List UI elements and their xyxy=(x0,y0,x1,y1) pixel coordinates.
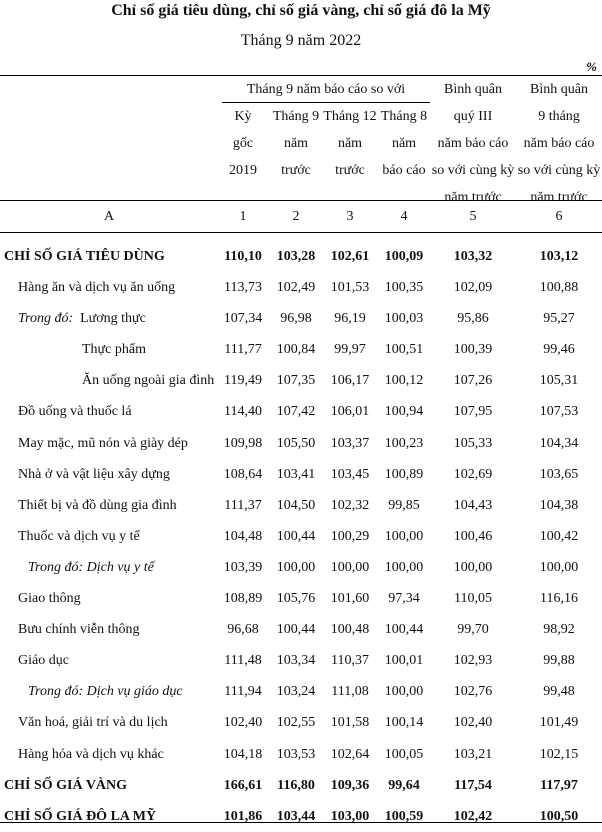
cell-col6: 117,97 xyxy=(540,777,578,793)
cell-col5: 102,40 xyxy=(453,715,493,731)
cell-col3: 101,58 xyxy=(330,715,370,731)
table-row xyxy=(0,552,602,583)
cell-col1: 109,98 xyxy=(223,435,263,451)
col6-header: Bình quân 9 tháng năm báo cáo so với cùng kỳ năm trước xyxy=(517,82,601,205)
cell-col6: 100,88 xyxy=(539,280,579,296)
cell-col5: 102,93 xyxy=(453,653,493,669)
cell-col4: 99,85 xyxy=(388,497,420,513)
cell-col1: 166,61 xyxy=(223,777,263,793)
table-row xyxy=(0,614,602,645)
cell-col4: 97,34 xyxy=(388,591,420,607)
table-row xyxy=(0,645,602,676)
cell-col5: 107,95 xyxy=(453,404,493,420)
row-label: Thuốc và dịch vụ y tế xyxy=(18,528,140,544)
cell-col3: 110,37 xyxy=(331,653,369,669)
row-label: CHỈ SỐ GIÁ VÀNG xyxy=(4,777,128,793)
cell-col4: 100,14 xyxy=(384,715,424,731)
row-label: Thiết bị và đồ dùng gia đình xyxy=(18,497,177,513)
cell-col5: 99,70 xyxy=(457,622,489,638)
cell-col3: 106,01 xyxy=(330,404,370,420)
cell-col2: 103,28 xyxy=(276,249,316,264)
cell-col4: 100,00 xyxy=(384,528,424,544)
row-label: Nhà ở và vật liệu xây dựng xyxy=(18,466,170,482)
table-row xyxy=(0,272,602,303)
cell-col1: 108,89 xyxy=(223,591,263,607)
cell-col2: 103,44 xyxy=(276,808,316,824)
cell-col4: 100,59 xyxy=(384,808,424,824)
cell-col4: 100,23 xyxy=(384,435,424,451)
cell-col4: 100,00 xyxy=(384,684,424,700)
table-row xyxy=(0,739,602,770)
cell-col4: 100,00 xyxy=(384,559,424,575)
row-label: Giao thông xyxy=(18,591,81,607)
cell-col3: 96,19 xyxy=(334,311,366,327)
cell-col2: 105,50 xyxy=(276,435,316,451)
index-4: 4 xyxy=(400,209,408,224)
row-label: Bưu chính viễn thông xyxy=(18,622,140,638)
cell-col5: 104,43 xyxy=(453,497,493,513)
cell-col3: 106,17 xyxy=(330,373,370,389)
row-prefix: Trong đó: xyxy=(18,311,74,327)
cell-col1: 104,18 xyxy=(223,746,263,762)
cell-col1: 119,49 xyxy=(224,373,262,389)
table-row xyxy=(0,365,602,396)
cell-col6: 99,46 xyxy=(543,342,575,358)
cell-col5: 102,09 xyxy=(453,280,493,296)
row-label: May mặc, mũ nón và giày dép xyxy=(18,435,188,451)
table-row xyxy=(0,396,602,427)
cell-col5: 110,05 xyxy=(454,591,492,607)
cell-col2: 107,42 xyxy=(276,404,316,420)
table-row xyxy=(0,490,602,521)
table-row xyxy=(0,770,602,801)
table-bottom-rule xyxy=(0,822,602,823)
cell-col5: 102,69 xyxy=(453,466,493,482)
table-row xyxy=(0,801,602,832)
cell-col1: 110,10 xyxy=(224,249,262,264)
cell-col2: 100,84 xyxy=(276,342,316,358)
cell-col6: 100,50 xyxy=(539,808,579,824)
cell-col2: 107,35 xyxy=(276,373,316,389)
cell-col4: 100,05 xyxy=(384,746,424,762)
cell-col5: 103,32 xyxy=(453,249,493,264)
cell-col1: 113,73 xyxy=(224,280,262,296)
cell-col3: 100,00 xyxy=(330,559,370,575)
cell-col3: 99,97 xyxy=(334,342,366,358)
col2-header: Tháng 9 năm trước xyxy=(272,109,320,178)
cell-col3: 103,37 xyxy=(330,435,370,451)
cell-col2: 102,49 xyxy=(276,280,316,296)
cell-col2: 100,44 xyxy=(276,528,316,544)
cell-col5: 105,33 xyxy=(453,435,493,451)
cell-col6: 103,65 xyxy=(539,466,579,482)
cell-col6: 104,34 xyxy=(539,435,579,451)
index-6: 6 xyxy=(555,209,563,224)
cell-col6: 100,00 xyxy=(539,559,579,575)
cell-col6: 99,88 xyxy=(543,653,575,669)
cell-col2: 102,55 xyxy=(276,715,316,731)
cell-col4: 99,64 xyxy=(388,777,420,793)
cell-col1: 111,77 xyxy=(224,342,262,358)
cell-col5: 100,46 xyxy=(453,528,493,544)
table-row xyxy=(0,583,602,614)
cell-col1: 111,37 xyxy=(224,497,262,513)
index-a: A xyxy=(103,209,115,224)
row-label-text: Lương thực xyxy=(80,311,146,327)
cell-col6: 102,15 xyxy=(539,746,579,762)
cell-col3: 101,53 xyxy=(330,280,370,296)
table-row xyxy=(0,459,602,490)
cell-col6: 116,16 xyxy=(540,591,578,607)
col3-header: Tháng 12 năm trước xyxy=(323,109,377,178)
cell-col1: 104,48 xyxy=(223,528,263,544)
cell-col2: 100,44 xyxy=(276,622,316,638)
col1-header: Kỳ gốc 2019 xyxy=(229,109,257,178)
table-row xyxy=(0,428,602,459)
cell-col4: 100,51 xyxy=(384,342,424,358)
cell-col5: 102,76 xyxy=(453,684,493,700)
page-subtitle: Tháng 9 năm 2022 xyxy=(240,32,362,49)
row-label: Hàng hóa và dịch vụ khác xyxy=(18,746,164,762)
index-3: 3 xyxy=(346,209,354,224)
table-row xyxy=(0,521,602,552)
cell-col2: 116,80 xyxy=(277,777,315,793)
row-label: CHỈ SỐ GIÁ ĐÔ LA MỸ xyxy=(4,808,157,824)
row-label: Đồ uống và thuốc lá xyxy=(18,404,132,420)
cell-col3: 102,61 xyxy=(330,249,370,264)
cell-col1: 103,39 xyxy=(223,559,263,575)
cell-col4: 100,12 xyxy=(384,373,424,389)
cell-col2: 105,76 xyxy=(276,591,316,607)
cell-col5: 100,39 xyxy=(453,342,493,358)
cell-col3: 102,32 xyxy=(330,497,370,513)
table-row xyxy=(0,303,602,334)
col5-header: Bình quân quý III năm báo cáo so với cùng kỳ năm trước xyxy=(431,82,515,205)
cell-col3: 103,00 xyxy=(330,808,370,824)
cell-col6: 101,49 xyxy=(539,715,579,731)
table-row xyxy=(0,334,602,365)
cell-col3: 100,48 xyxy=(330,622,370,638)
cell-col1: 101,86 xyxy=(223,808,263,824)
cell-col4: 100,89 xyxy=(384,466,424,482)
cell-col2: 103,24 xyxy=(276,684,316,700)
cell-col1: 111,48 xyxy=(224,653,262,669)
cell-col3: 102,64 xyxy=(330,746,370,762)
cell-col4: 100,94 xyxy=(384,404,424,420)
cell-col2: 103,41 xyxy=(276,466,316,482)
table-row xyxy=(0,676,602,707)
cell-col4: 100,01 xyxy=(384,653,424,669)
cell-col6: 107,53 xyxy=(539,404,579,420)
cell-col6: 103,12 xyxy=(539,249,579,264)
cell-col6: 99,48 xyxy=(543,684,575,700)
cell-col4: 100,44 xyxy=(384,622,424,638)
cell-col3: 111,08 xyxy=(331,684,369,700)
cell-col3: 100,29 xyxy=(330,528,370,544)
row-label: Trong đó: Dịch vụ y tế xyxy=(28,559,154,575)
cell-col6: 98,92 xyxy=(543,622,575,638)
group-header: Tháng 9 năm báo cáo so với xyxy=(246,82,406,97)
cell-col3: 109,36 xyxy=(330,777,370,793)
cell-col5: 117,54 xyxy=(454,777,492,793)
row-label: CHỈ SỐ GIÁ TIÊU DÙNG xyxy=(4,249,165,264)
cell-col6: 95,27 xyxy=(543,311,575,327)
cell-col4: 100,03 xyxy=(384,311,424,327)
col4-header: Tháng 8 năm báo cáo xyxy=(380,109,428,178)
cell-col1: 111,94 xyxy=(224,684,262,700)
cell-col1: 96,68 xyxy=(227,622,259,638)
table-row xyxy=(0,707,602,738)
row-label: Văn hoá, giải trí và du lịch xyxy=(18,715,168,731)
table-row xyxy=(0,241,602,272)
cell-col4: 100,09 xyxy=(384,249,424,264)
cell-col2: 103,53 xyxy=(276,746,316,762)
cell-col3: 101,60 xyxy=(330,591,370,607)
cell-col5: 95,86 xyxy=(457,311,489,327)
cell-col2: 103,34 xyxy=(276,653,316,669)
table-body xyxy=(0,241,602,832)
cell-col1: 114,40 xyxy=(224,404,262,420)
cell-col5: 103,21 xyxy=(453,746,493,762)
cell-col5: 100,00 xyxy=(453,559,493,575)
cell-col1: 102,40 xyxy=(223,715,263,731)
cell-col2: 104,50 xyxy=(276,497,316,513)
row-label: Trong đó: Dịch vụ giáo dục xyxy=(28,684,183,700)
cell-col5: 102,42 xyxy=(453,808,493,824)
cell-col2: 96,98 xyxy=(280,311,312,327)
cell-col1: 108,64 xyxy=(223,466,263,482)
row-label: Ăn uống ngoài gia đình xyxy=(82,373,215,389)
row-label: Thực phẩm xyxy=(82,342,146,358)
cell-col6: 104,38 xyxy=(539,497,579,513)
cell-col2: 100,00 xyxy=(276,559,316,575)
cell-col6: 100,42 xyxy=(539,528,579,544)
cell-col4: 100,35 xyxy=(384,280,424,296)
row-label: Hàng ăn và dịch vụ ăn uống xyxy=(18,280,176,296)
unit-label: % xyxy=(586,59,597,74)
cell-col6: 105,31 xyxy=(539,373,579,389)
index-5: 5 xyxy=(469,209,477,224)
index-1: 1 xyxy=(239,209,247,224)
index-2: 2 xyxy=(292,209,300,224)
index-row-rule xyxy=(0,232,602,233)
cell-col3: 103,45 xyxy=(330,466,370,482)
row-label xyxy=(18,303,146,334)
row-label: Giáo dục xyxy=(18,653,69,669)
page-title: Chỉ số giá tiêu dùng, chỉ số giá vàng, chỉ số giá đô la Mỹ xyxy=(111,2,491,19)
cell-col1: 107,34 xyxy=(223,311,263,327)
cell-col5: 107,26 xyxy=(453,373,493,389)
